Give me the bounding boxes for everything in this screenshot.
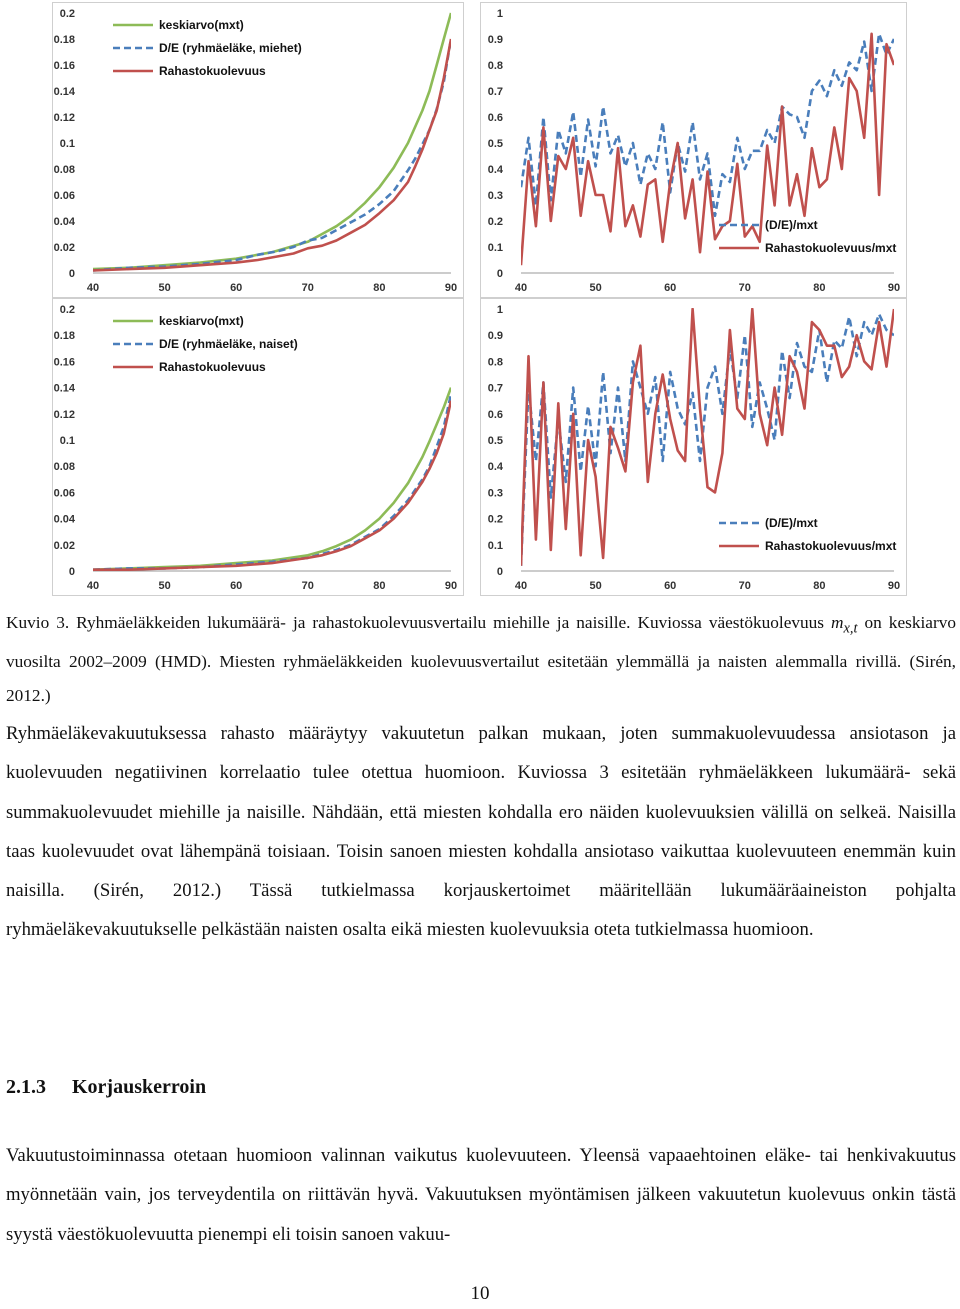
x-tick-label: 60 [664,580,677,592]
y-tick-label: 0.14 [53,86,75,98]
x-tick-label: 90 [444,580,458,592]
y-tick-label: 0.5 [487,138,503,150]
chart-men-ratio [480,2,907,298]
x-tick-label: 50 [589,282,602,294]
x-tick-label: 80 [373,282,386,294]
math-m-xt: $m_{x,t}$ [831,613,858,637]
series-line [521,309,897,566]
y-tick-label: 1 [496,304,503,316]
series-line [521,314,897,566]
y-tick-label: 0.04 [53,513,75,526]
y-tick-label: 0.12 [53,112,75,124]
y-tick-label: 0 [496,268,503,280]
y-tick-label: 0.6 [487,112,503,124]
series-line [93,39,451,270]
y-tick-label: 0.16 [53,60,75,72]
x-tick-label: 60 [664,282,677,294]
y-tick-label: 0.5 [487,435,503,447]
y-tick-label: 0.1 [59,435,75,447]
legend-label: Rahastokuolevuus/mxt [765,241,897,255]
y-tick-label: 0.1 [487,539,503,552]
y-tick-label: 0.18 [53,330,75,343]
y-tick-label: 0.4 [487,164,503,176]
y-tick-label: 0.2 [59,8,75,20]
y-tick-label: 0.12 [53,408,75,421]
figure-caption: Kuvio 3. Ryhmäeläkkeiden lukumäärä- ja rahastokuolevuusvertailu miehille ja naisille. Kuviossa väestökuolevuus $m_{x,t}$ on keskiarvo vuosilta 2002–2009 (HMD). Miesten ryhmäeläkkeiden kuolevuusvertailut esitetään ylemmällä ja naisten alemmalla rivillä. (Sirén, 2012.) [6,613,956,706]
y-tick-label: 0.6 [487,408,503,421]
figure-kuvio-3 [0,0,960,600]
y-tick-label: 0.18 [53,34,75,46]
chart-women-ratio [480,298,907,596]
y-tick-label: 0.1 [59,138,75,150]
y-tick-label: 0.06 [53,487,75,500]
series-line [93,401,451,570]
y-tick-label: 0.7 [487,86,503,98]
series-line [93,388,451,570]
y-tick-label: 0.04 [53,216,75,228]
y-tick-label: 0 [68,268,75,280]
y-tick-label: 0.7 [487,382,503,395]
y-tick-label: 0.2 [487,216,503,228]
x-tick-label: 40 [514,580,528,592]
legend-label: (D/E)/mxt [765,218,818,232]
chart-women-mortality [52,298,464,596]
legend-label: D/E (ryhmäeläke, miehet) [159,41,302,55]
x-tick-label: 90 [444,282,458,294]
y-tick-label: 0.9 [487,34,503,46]
y-tick-label: 0.14 [53,382,75,395]
y-tick-label: 0.06 [53,190,75,202]
y-tick-label: 0.8 [487,356,503,369]
legend-label: Rahastokuolevuus/mxt [765,539,897,553]
legend-label: keskiarvo(mxt) [159,18,244,32]
page-number: 10 [470,1283,490,1304]
x-tick-label: 50 [158,580,171,592]
section-title: Korjauskerroin [72,1076,207,1098]
legend-label: keskiarvo(mxt) [159,314,244,328]
legend-label: (D/E)/mxt [765,516,818,530]
x-tick-label: 70 [738,282,751,294]
x-tick-label: 70 [738,580,751,592]
y-tick-label: 0.2 [59,304,75,316]
y-tick-label: 0.2 [487,513,503,526]
x-tick-label: 50 [158,282,171,294]
series-line [93,39,451,270]
chart-men-mortality [52,2,464,298]
section-heading [6,1076,206,1099]
body-paragraph-1: Ryhmäeläkevakuutuksessa rahasto määräytyy vakuutetun palkan mukaan, joten summakuolevuudessa ansiotason ja kuolevuuden negatiivinen korrelaatio tulee otettua huomioon. Kuviossa 3 esitetään ryhmäeläkkeen lukumäärä- sekä summakuolevuudet miehille ja naisille. Nähdään, että miesten kohdalla ero näiden kuolevuuksien välillä on selkeä. Naisilla taas kuolevuudet ovat lähempänä toisiaan. Toisin sanoen miesten kohdalla ansiotaso vaikuttaa kuolevuuteen enemmän kuin naisilla. (Sirén, 2012.) Tässä tutkielmassa korjauskertoimet määritellään lukumääräaineiston pohjalta ryhmäeläkevakuutukselle pelkästään naisten osalta eikä miesten kuolevuuksia oteta tutkielmassa huomioon. [6,723,956,941]
y-tick-label: 0.9 [487,330,503,343]
x-tick-label: 40 [514,282,528,294]
x-tick-label: 50 [589,580,602,592]
y-tick-label: 0.16 [53,356,75,369]
body-paragraph-2: Vakuutustoiminnassa otetaan huomioon valinnan vaikutus kuolevuuteen. Yleensä vapaaehtoinen eläke- tai henkivakuutus myönnetään vain, jos terveydentila on riittävän hyvä. Vakuutuksen myöntämisen jälkeen vakuutetun kuolevuus onkin tästä syystä väestökuolevuutta pienempi eli toisin sanoen vakuu- [6,1145,956,1245]
y-tick-label: 0 [68,566,75,578]
y-tick-label: 1 [496,8,503,20]
x-tick-label: 40 [86,282,100,294]
x-tick-label: 60 [230,282,243,294]
series-line [93,394,451,570]
y-tick-label: 0.8 [487,60,503,72]
y-tick-label: 0.3 [487,190,503,202]
x-tick-label: 70 [301,282,314,294]
x-tick-label: 90 [887,580,901,592]
section-number: 2.1.3 [6,1076,46,1098]
x-tick-label: 80 [813,282,826,294]
y-tick-label: 0.08 [53,461,75,474]
y-tick-label: 0.02 [53,242,75,254]
x-tick-label: 80 [373,580,386,592]
x-tick-label: 60 [230,580,243,592]
legend-label: Rahastokuolevuus [159,360,266,374]
legend-label: Rahastokuolevuus [159,64,266,78]
y-tick-label: 0.1 [487,242,503,254]
x-tick-label: 70 [301,580,314,592]
x-tick-label: 80 [813,580,826,592]
x-tick-label: 90 [887,282,901,294]
legend-label: D/E (ryhmäeläke, naiset) [159,337,298,351]
y-tick-label: 0.3 [487,487,503,500]
x-tick-label: 40 [86,580,100,592]
y-tick-label: 0.4 [487,461,503,474]
y-tick-label: 0.08 [53,164,75,176]
y-tick-label: 0 [496,566,503,578]
y-tick-label: 0.02 [53,539,75,552]
